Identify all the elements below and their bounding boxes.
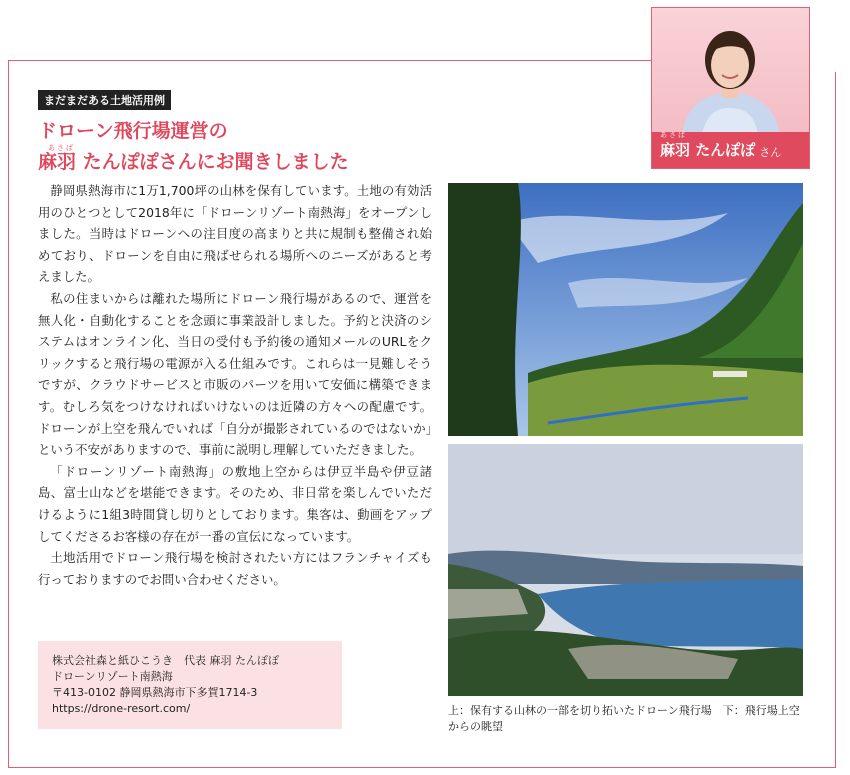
portrait-image	[652, 8, 809, 134]
profile-name: あさば 麻羽 たんぽぽ	[660, 131, 756, 159]
aerial-view-photo	[448, 444, 803, 696]
section-tag: まだまだある土地活用例	[38, 90, 171, 110]
address: 〒413-0102 静岡県熱海市下多賀1714-3	[52, 686, 258, 699]
facility-name: ドローンリゾート南熱海	[52, 670, 173, 683]
title-name: あさば 麻羽	[38, 144, 77, 173]
contact-info-box	[38, 641, 342, 729]
website-url[interactable]: https://drone-resort.com/	[52, 702, 191, 715]
profile-card	[651, 7, 810, 169]
article-body	[38, 180, 432, 590]
paragraph: 静岡県熱海市に1万1,700坪の山林を保有しています。土地の有効活用のひとつとして2018年に「ドローンリゾート南熱海」をオープンしました。当時はドローンへの注目度の高まりと共に規制も整備され始めており、ドローンを自由に飛ばせられる場所へのニーズがあると考えました。	[38, 183, 432, 285]
drone-field-photo	[448, 183, 803, 436]
profile-nameplate	[652, 132, 809, 168]
photo-caption: 上：保有する山林の一部を切り拓いたドローン飛行場 下：飛行場上空からの眺望	[448, 704, 800, 733]
profile-photo	[652, 8, 809, 134]
paragraph: 私の住まいからは離れた場所にドローン飛行場があるので、運営を無人化・自動化することを念頭に事業設計しました。予約と決済のシステムはオンライン化、当日の受付も予約後の通知メールのURLをクリックすると飛行場の電源が入る仕組みです。これらは一見難しそうですが、クラウドサービスと市販のパーツを用いて安価に構築できます。むしろ気をつけなければいけないのは近隣の方々への配慮です。ドローンが上空を飛んでいれば「自分が撮影されているのではないか」という不安がありますので、事前に説明し理解していただきました。	[38, 290, 432, 458]
title-rest: たんぽぽさんにお聞きしました	[82, 151, 349, 173]
profile-honorific: さん	[759, 146, 782, 159]
article-title-line2	[38, 144, 349, 174]
paragraph: 土地活用でドローン飛行場を検討されたい方にはフランチャイズも行っておりますのでお問い合わせください。	[38, 550, 432, 587]
profile-name-ruby: あさば	[660, 131, 687, 139]
frame-corner	[808, 52, 848, 72]
paragraph: 「ドローンリゾート南熱海」の敷地上空からは伊豆半島や伊豆諸島、富士山などを堪能できます。そのため、非日常を楽しんでいただけるように1組3時間貸し切りとしております。集客は、動画をアップしてくださるお客様の存在が一番の宣伝になっています。	[38, 463, 432, 544]
title-name-ruby: あさば	[48, 144, 75, 152]
company-line: 株式会社森と紙ひこうき 代表 麻羽 たんぽぽ	[52, 654, 279, 667]
article-title-line1: ドローン飛行場運営の	[38, 120, 228, 142]
